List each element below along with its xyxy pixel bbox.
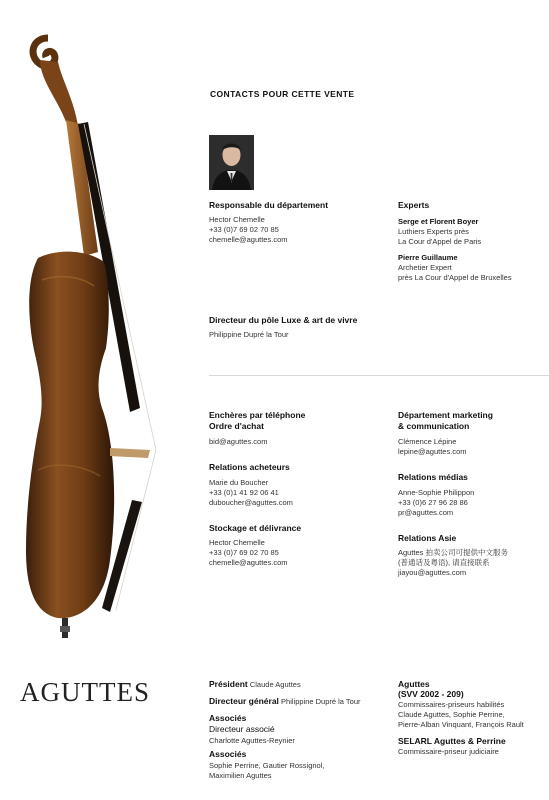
company-details: Commissaires-priseurs habilités Claude Aguttes, Sophie Perrine, Pierre-Alban Vinquant, François Rault: [398, 700, 524, 729]
expert-1-details: Luthiers Experts près La Cour d'Appel de Paris: [398, 227, 482, 246]
president-label: Président: [209, 679, 248, 689]
media-relations-heading: Relations médias: [398, 472, 468, 482]
storage-contact: Hector Chemelle +33 (0)7 69 02 70 85 chemelle@aguttes.com: [209, 538, 288, 567]
phone-bids-contact: bid@aguttes.com: [209, 437, 268, 446]
associes-label: Associés: [209, 713, 247, 723]
phone-bids-heading: Enchères par téléphone Ordre d'achat: [209, 410, 306, 431]
cello-image: [18, 30, 168, 645]
dg-line: [209, 696, 361, 706]
asia-relations-contact: Aguttes 拍卖公司可提供中文服务 (普通话及粤语), 请直接联系 jiayou@aguttes.com: [398, 548, 509, 577]
media-relations-contact: Anne-Sophie Philippon +33 (0)6 27 96 28 86 pr@aguttes.com: [398, 488, 475, 517]
directeur-associe-label: Directeur associé: [209, 724, 275, 734]
department-heading: Responsable du département: [209, 200, 329, 210]
company-name: Aguttes: [398, 679, 430, 689]
expert-2-details: Archetier Expert près La Cour d'Appel de Bruxelles: [398, 263, 512, 282]
portrait-photo: [209, 135, 254, 190]
expert-2-name: Pierre Guillaume: [398, 253, 458, 262]
svv-number: (SVV 2002 - 209): [398, 689, 464, 699]
department-contact: Hector Chemelle +33 (0)7 69 02 70 85 chemelle@aguttes.com: [209, 215, 288, 244]
section-divider: [209, 375, 549, 376]
marketing-contact: Clémence Lépine lepine@aguttes.com: [398, 437, 467, 456]
buyer-relations-heading: Relations acheteurs: [209, 462, 290, 472]
president-line: [209, 679, 301, 689]
asia-relations-heading: Relations Asie: [398, 533, 457, 543]
page-title: CONTACTS POUR CETTE VENTE: [210, 89, 355, 99]
associes2-label: Associés: [209, 749, 247, 759]
director-pole-heading: Directeur du pôle Luxe & art de vivre: [209, 315, 358, 325]
associes2-names: Sophie Perrine, Gautier Rossignol, Maximilien Aguttes: [209, 761, 325, 780]
dg-label: Directeur général: [209, 696, 279, 706]
experts-heading: Experts: [398, 200, 430, 210]
storage-heading: Stockage et délivrance: [209, 523, 302, 533]
selarl-name: SELARL Aguttes & Perrine: [398, 736, 506, 746]
aguttes-logo: AGUTTES: [20, 677, 150, 707]
marketing-heading: Département marketing & communication: [398, 410, 493, 431]
director-pole-name: Philippine Dupré la Tour: [209, 330, 289, 339]
president-name: Claude Aguttes: [249, 680, 301, 689]
buyer-relations-contact: Marie du Boucher +33 (0)1 41 92 06 41 duboucher@aguttes.com: [209, 478, 293, 507]
selarl-role: Commissaire-priseur judiciaire: [398, 747, 499, 756]
directeur-associe-name: Charlotte Aguttes-Reynier: [209, 736, 295, 745]
dg-name: Philippine Dupré la Tour: [281, 697, 361, 706]
expert-1-name: Serge et Florent Boyer: [398, 217, 479, 226]
